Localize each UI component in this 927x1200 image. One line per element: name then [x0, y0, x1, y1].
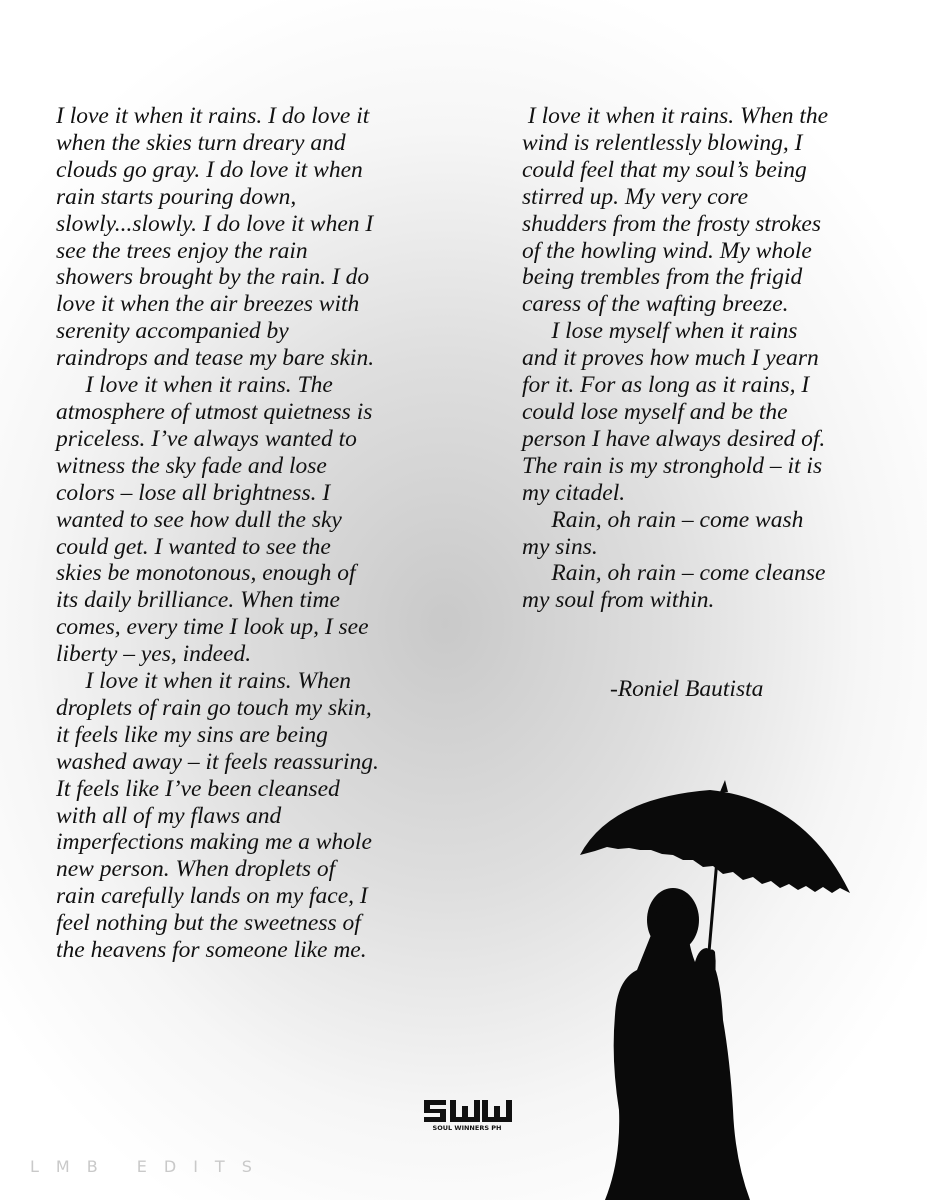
poem-paragraph-5: I lose myself when it rains and it proves how much I yearn for it. For as long as it rains, I could lose myself and be the person I have always desired of. The rain is my stronghold – it is my citadel.: [522, 318, 826, 506]
woman-with-umbrella-silhouette: [575, 780, 855, 1200]
soul-winners-logo: [420, 1098, 515, 1132]
poem-paragraph-6: Rain, oh rain – come wash my sins.: [522, 506, 804, 560]
poem-right-column: [522, 103, 892, 614]
figure-dress: [605, 903, 750, 1200]
logo-text: SOUL WINNERS PH: [432, 1124, 502, 1132]
poem-paragraph-2: I love it when it rains. The atmosphere of utmost quietness is priceless. I’ve always wanted to witness the sky fade and lose colors – lose all brightness. I wanted to see how dull the sky could get. I wanted to see the skies be monotonous, enough of its daily brilliance. When time comes, every time I look up, I see liberty – yes, indeed.: [56, 372, 373, 668]
poem-paragraph-4: I love it when it rains. When the wind is relentlessly blowing, I could feel that my soul’s being stirred up. My very core shudders from the frosty strokes of the howling wind. My whole being trembles from the frigid caress of the wafting breeze.: [522, 103, 829, 318]
lmb-edits-watermark: LMB EDITS: [30, 1157, 269, 1176]
poem-left-column: [56, 103, 428, 964]
poem-paragraph-1: I love it when it rains. I do love it when the skies turn dreary and clouds go gray. I do love it when rain starts pouring down, slowly...slowly. I do love it when I see the trees enjoy the rain showers brought by the rain. I do love it when the air breezes with serenity accompanied by raindrops and tease my bare skin.: [56, 103, 375, 372]
author-signature: -Roniel Bautista: [610, 676, 764, 702]
figure-arm: [703, 950, 716, 991]
poem-paragraph-3: I love it when it rains. When droplets of rain go touch my skin, it feels like my sins are being washed away – it feels reassuring. It feels like I’ve been cleansed with all of my flaws and imperfections making me a whole new person. When droplets of rain carefully lands on my face, I feel nothing but the sweetness of the heavens for someone like me.: [56, 668, 379, 964]
poem-paragraph-7: Rain, oh rain – come cleanse my soul from within.: [522, 560, 826, 614]
